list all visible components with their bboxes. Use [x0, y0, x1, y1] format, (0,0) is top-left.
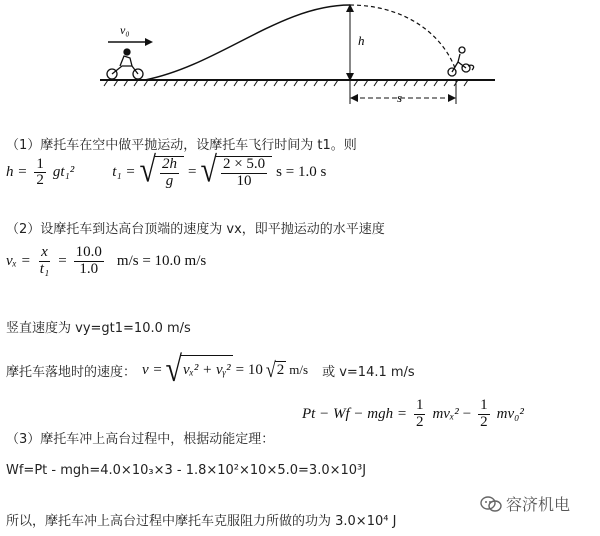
- wf-line: Wf=Pt - mgh=4.0×10₃×3 - 1.8×10²×10×5.0=3.0×10³J: [6, 463, 367, 478]
- t1-result: s = 1.0 s: [276, 164, 327, 181]
- vx-eq: vₓ =: [6, 252, 31, 269]
- sqrt-2h-over-g: √ $\frac{2h}{g}$: [140, 156, 184, 190]
- part2-text: （2）设摩托车到达高台顶端的速度为 vx，即平抛运动的水平速度: [6, 222, 385, 237]
- gt1-squared: gt₁²: [52, 164, 75, 181]
- vy-line: 竖直速度为 vy=gt1=10.0 m/s: [6, 321, 191, 336]
- motorcycle-icon: [107, 49, 143, 79]
- sqrt-numeric: √ $\frac{2 \times 5.0}{10}$: [200, 156, 272, 190]
- motorcycle-diagram: [100, 0, 500, 110]
- landing-line: 摩托车落地时的速度： v = √ vₓ² + vᵧ² = 10 √ 2 m/s 或 v=14.1 m/s: [6, 349, 415, 390]
- h-label: h: [358, 33, 365, 48]
- half-fraction: $\frac{1}{2}$: [36, 155, 44, 189]
- final-line: 所以，摩托车冲上高台过程中摩托车克服阻力所做的功为 3.0×10⁴ J: [6, 514, 397, 529]
- part3-text: （3）摩托车冲上高台过程中，根据动能定理：: [6, 432, 275, 447]
- v0-label: v₀: [120, 23, 130, 37]
- h-eq-left: h =: [6, 164, 28, 181]
- s-label: s: [397, 90, 403, 105]
- part1-text: （1）摩托车在空中做平抛运动，设摩托车飞行时间为 t1。则: [6, 138, 357, 153]
- equation-2: vₓ = $\frac{x}{\text{t₁}}$ = $\frac{10.0}{1.0}$ m/s = 10.0 m/s: [6, 244, 207, 277]
- t1-eq: t₁ =: [112, 164, 136, 181]
- wechat-icon: [480, 495, 502, 513]
- wechat-logo: [480, 492, 570, 515]
- vx-result: m/s = 10.0 m/s: [116, 252, 207, 269]
- logo-text: 容济机电: [506, 495, 571, 514]
- energy-equation: Pt − Wf − mgh = $\frac{1}{2}$ mvₓ² − $\frac{1}{2}$ mv₀²: [302, 397, 524, 430]
- equation-1: h = $\frac{1}{2}$ gt₁² t₁ = √ $\frac{2h}{g}$ = √ $\frac{2 \times 5.0}{10}$ s = 1.0 s: [6, 150, 327, 190]
